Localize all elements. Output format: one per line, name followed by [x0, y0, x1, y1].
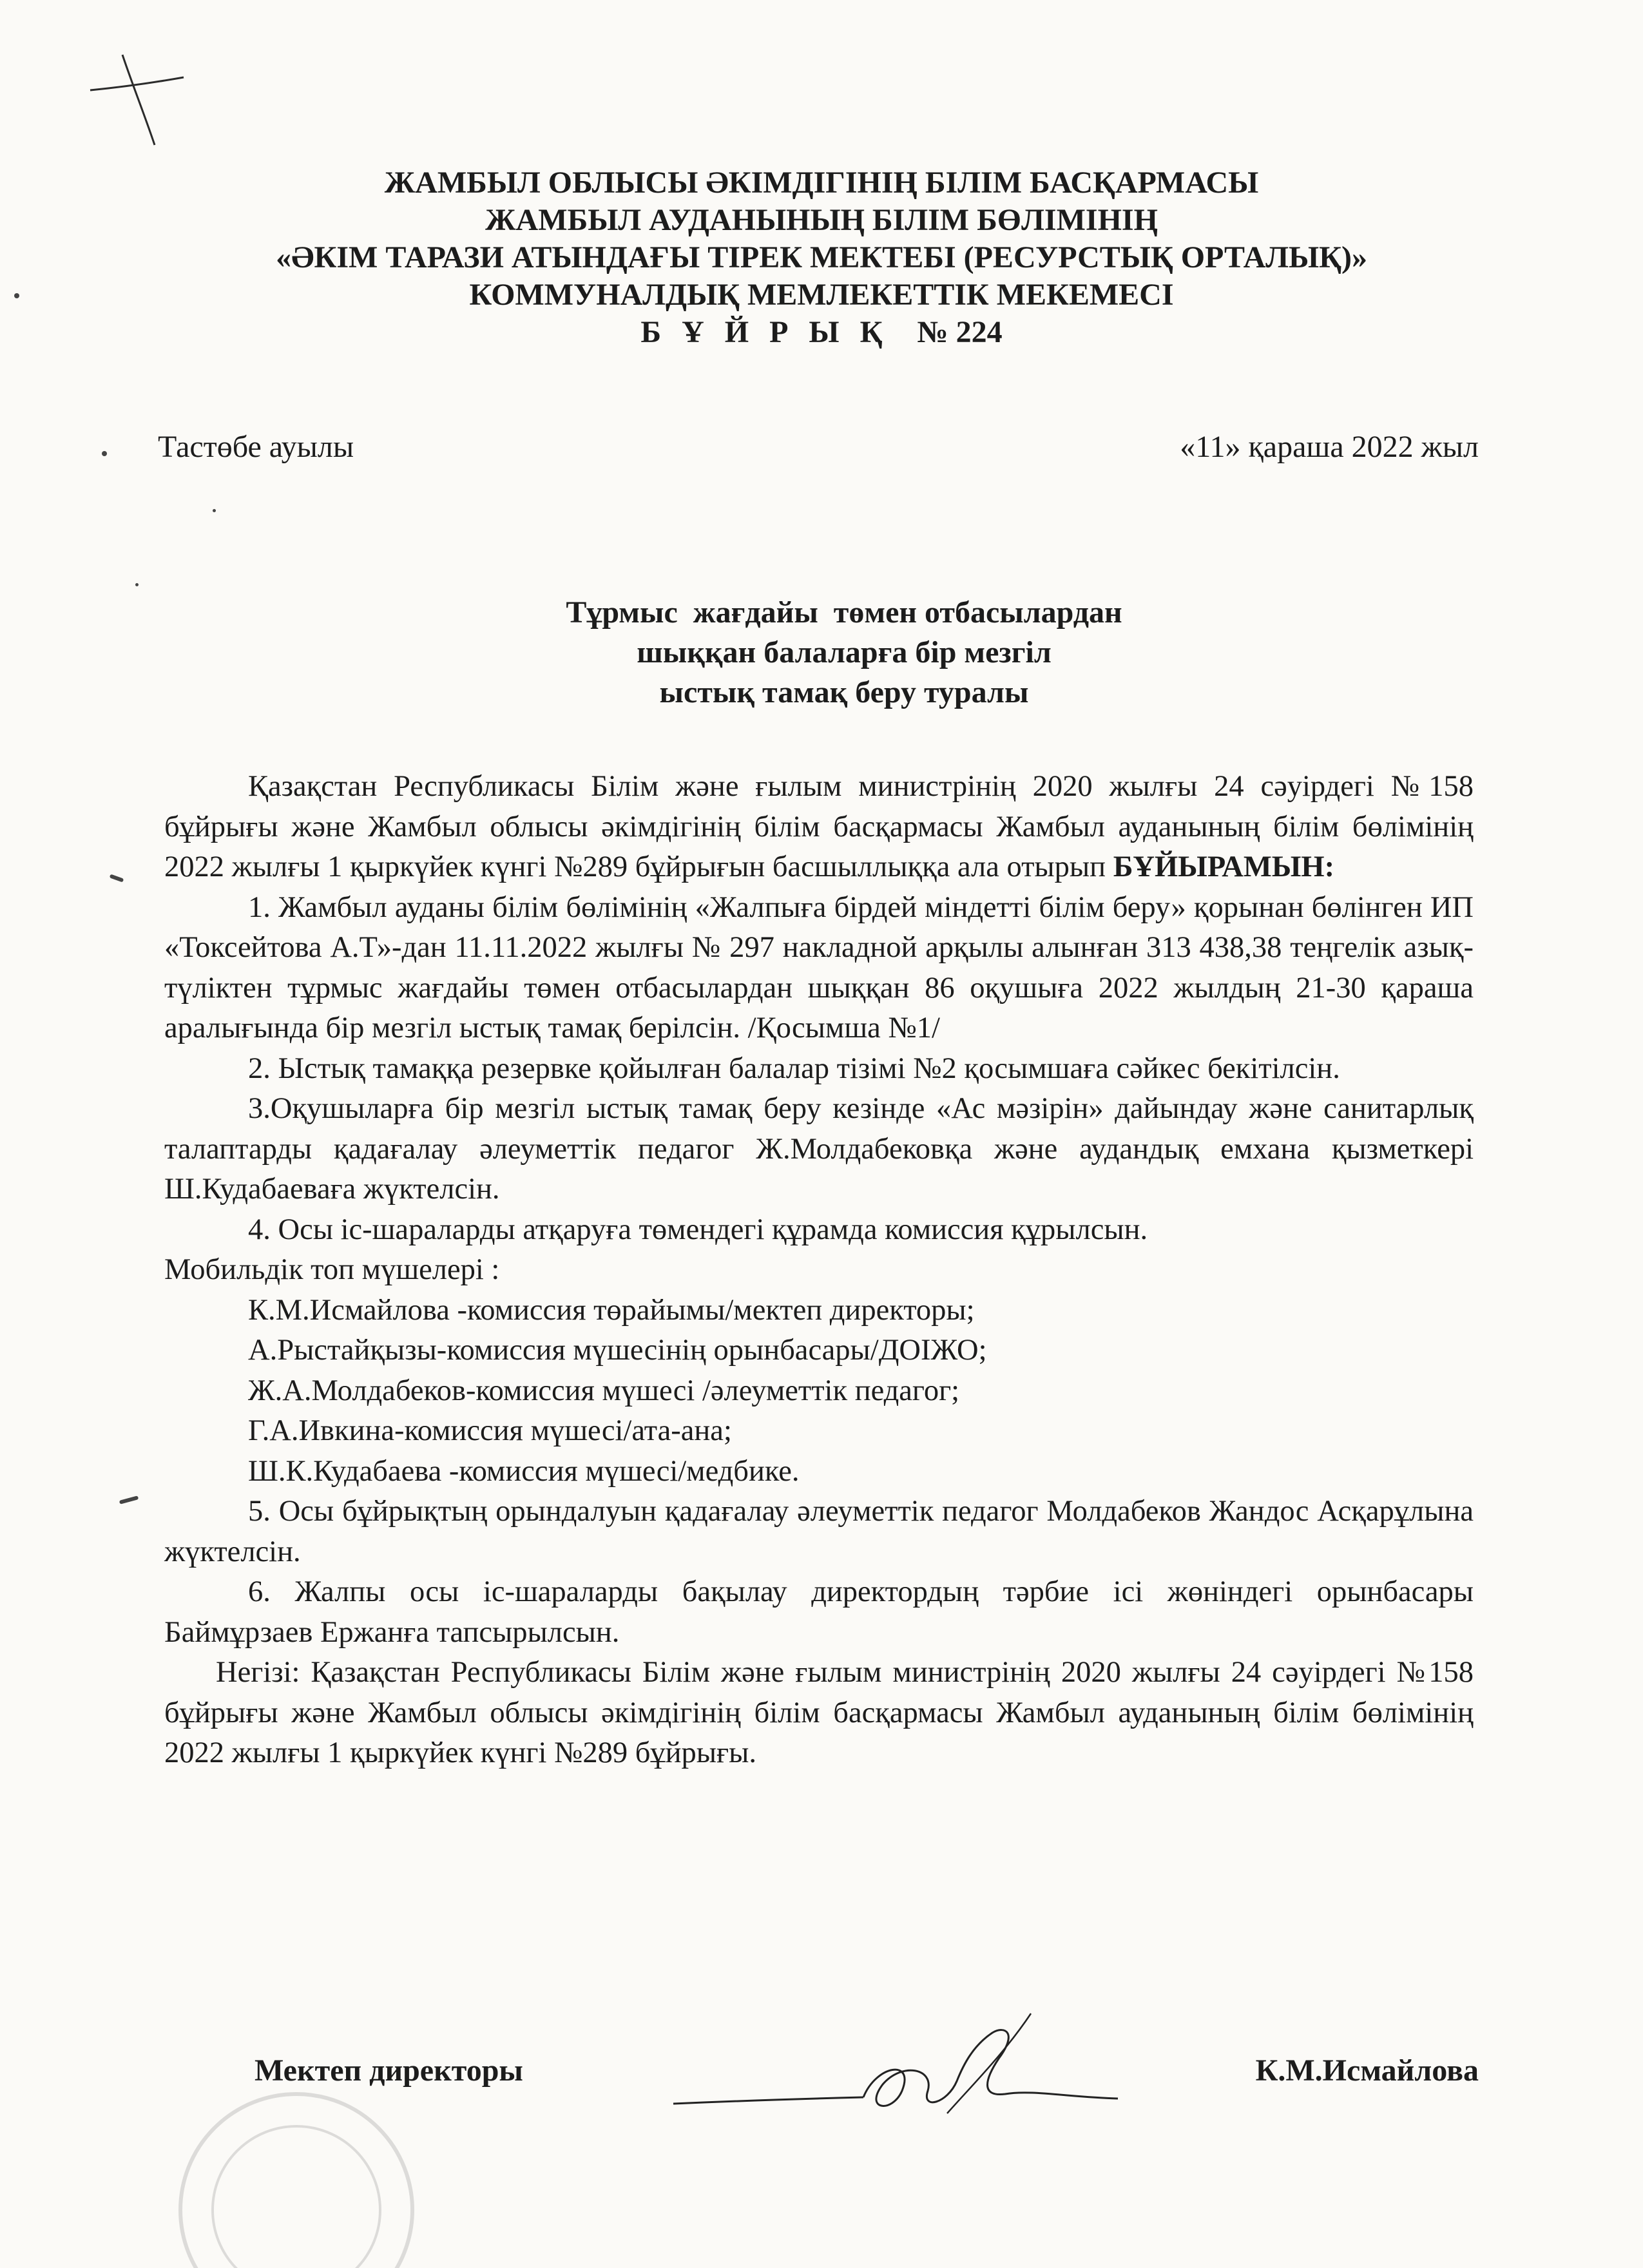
place-name: Тастөбе ауылы	[158, 430, 354, 464]
scan-speck	[102, 451, 107, 456]
mobile-group-label: Мобильдік топ мүшелері :	[164, 1253, 500, 1286]
member-2: А.Рыстайқызы-комиссия мүшесінің орынбасары/ДОІЖО;	[248, 1334, 987, 1367]
member-4: Г.А.Ивкина-комиссия мүшесі/ата-ана;	[248, 1414, 732, 1447]
member-1: К.М.Исмайлова -комиссия төрайымы/мектеп директоры;	[248, 1293, 975, 1327]
faded-stamp	[161, 2075, 432, 2268]
order-word: Б Ұ Й Р Ы Қ	[640, 315, 889, 349]
item-3: 3.Оқушыларға бір мезгіл ыстық тамақ беру кезінде «Ас мәзірін» дайындау және санитарлық талаптарды қадағалау әлеуметтік педагог Ж.Молдабековқа және аудандық емхана қызметкері Ш.Кудабаеваға жүктелсін.	[164, 1092, 1474, 1206]
scan-speck	[213, 509, 216, 512]
handwritten-cross-mark	[84, 52, 187, 148]
intro-paragraph	[164, 767, 1474, 888]
item-4: 4. Осы іс-шараларды атқаруға төмендегі құрамда комиссия құрылсын.	[248, 1213, 1148, 1246]
order-heading	[168, 314, 1475, 351]
scan-speck	[110, 874, 124, 882]
intro-command: БҰЙЫРАМЫН:	[1113, 850, 1335, 883]
signatory-name: К.М.Исмайлова	[1255, 2053, 1479, 2088]
signature-scribble	[670, 2007, 1121, 2136]
scan-speck	[14, 293, 19, 298]
header-line-2: ЖАМБЫЛ АУДАНЫНЫҢ БІЛІМ БӨЛІМІНІҢ	[485, 203, 1158, 237]
title-line-3: ыстық тамақ беру туралы	[659, 675, 1029, 709]
header-line-1: ЖАМБЫЛ ОБЛЫСЫ ӘКІМДІГІНІҢ БІЛІМ БАСҚАРМАСЫ	[384, 166, 1259, 200]
member-5: Ш.К.Кудабаева -комиссия мүшесі/медбике.	[248, 1454, 800, 1488]
member-3: Ж.А.Молдабеков-комиссия мүшесі /әлеуметтік педагог;	[248, 1374, 960, 1407]
item-2: 2. Ыстық тамаққа резервке қойылған балалар тізімі №2 қосымшаға сәйкес бекітілсін.	[248, 1052, 1340, 1085]
header-line-3: «ӘКІМ ТАРАЗИ АТЫНДАҒЫ ТІРЕК МЕКТЕБІ (РЕСУРСТЫҚ ОРТАЛЫҚ)»	[276, 240, 1367, 274]
item-5: 5. Осы бұйрықтың орындалуын қадағалау әлеуметтік педагог Молдабеков Жандос Асқарұлына жүктелсін.	[164, 1495, 1474, 1568]
item-6: 6. Жалпы осы іс-шараларды бақылау директордың тәрбие ісі жөніндегі орынбасары Баймұрзаев Ержанға тапсырылсын.	[164, 1575, 1474, 1649]
item-1: 1. Жамбыл ауданы білім бөлімінің «Жалпыға бірдей міндетті білім беру» қорынан бөлінген ИП «Токсейтова А.Т»-дан 11.11.2022 жылғы № 297 накладной арқылы алынған 313 438,38 теңгелік азық-түліктен тұрмыс жағдайы төмен отбасылардан шыққан 86 оқушыға 2022 жылдың 21-30 қараша аралығында бір мезгіл ыстық тамақ берілсін. /Қосымша №1/	[164, 890, 1474, 1044]
header-line-4: КОММУНАЛДЫҚ МЕМЛЕКЕТТІК МЕКЕМЕСІ	[469, 278, 1174, 312]
signatory-role: Мектеп директоры	[255, 2053, 523, 2088]
document-title	[361, 593, 1327, 713]
order-date: «11» қараша 2022 жыл	[1180, 430, 1479, 464]
intro-text: Қазақстан Республикасы Білім және ғылым министрінің 2020 жылғы 24 сәуірдегі №158 бұйрығы және Жамбыл облысы әкімдігінің білім басқармасы Жамбыл ауданының білім бөлімінің 2022 жылғы 1 қыркүйек күнгі №289 бұйрығын басшыллыққа ала отырып	[164, 770, 1474, 883]
document-body	[164, 767, 1474, 1774]
document-header	[168, 164, 1475, 351]
scan-speck	[135, 583, 139, 586]
title-line-1: Тұрмыс жағдайы төмен отбасылардан	[566, 595, 1122, 629]
order-number: № 224	[917, 315, 1003, 349]
scan-speck	[119, 1495, 139, 1504]
basis-paragraph: Негізі: Қазақстан Республикасы Білім және ғылым министрінің 2020 жылғы 24 сәуірдегі №158 бұйрығы және Жамбыл облысы әкімдігінің білім басқармасы Жамбыл ауданының білім бөлімінің 2022 жылғы 1 қыркүйек күнгі №289 бұйрығы.	[164, 1656, 1474, 1769]
title-line-2: шыққан балаларға бір мезгіл	[637, 635, 1052, 669]
